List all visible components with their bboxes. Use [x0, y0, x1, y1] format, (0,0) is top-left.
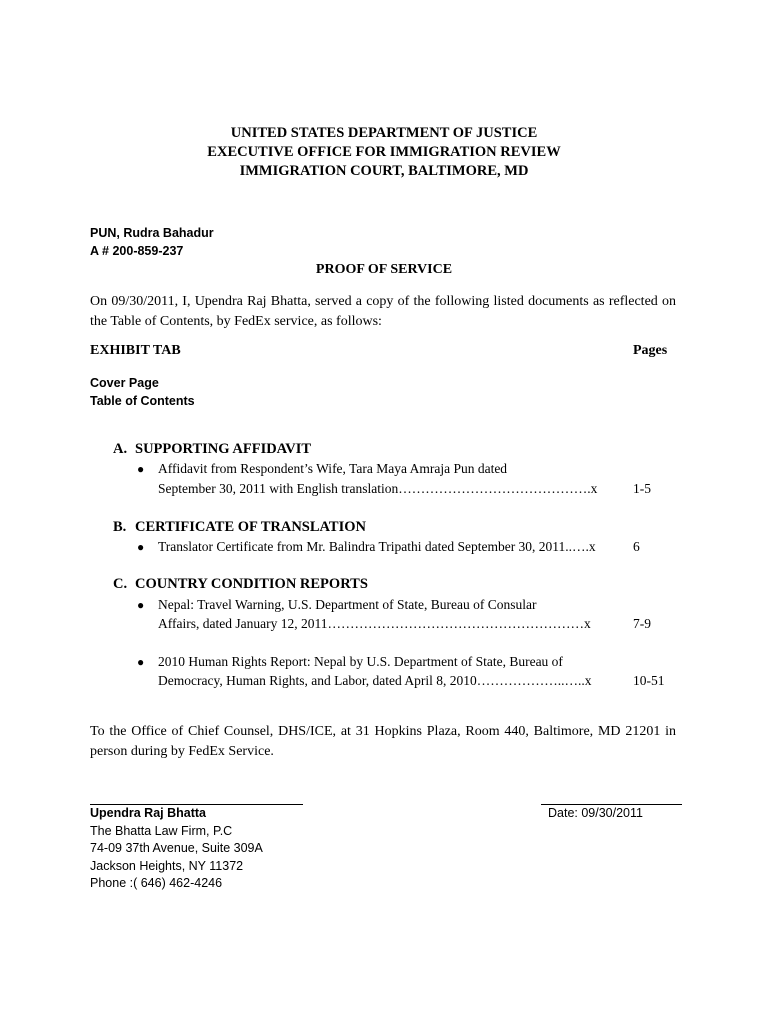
section-c-title: COUNTRY CONDITION REPORTS [135, 576, 368, 592]
firm-address-line-2: Jackson Heights, NY 11372 [90, 859, 244, 873]
signature-date: Date: 09/30/2011 [548, 806, 643, 820]
section-c-item-1-pages: 7-9 [633, 616, 651, 631]
section-b-item-1-pages: 6 [633, 539, 640, 554]
header-line-2: EXECUTIVE OFFICE FOR IMMIGRATION REVIEW [207, 144, 561, 160]
front-matter-cover-page: Cover Page [90, 376, 159, 390]
section-c-item-2-line-2: Democracy, Human Rights, and Labor, dated April 8, 2010………………..…..x [158, 673, 592, 688]
section-b-letter: B. [113, 519, 127, 535]
signer-name: Upendra Raj Bhatta [90, 806, 206, 820]
bullet-icon: ● [137, 655, 145, 669]
section-c-item-1-line-1: Nepal: Travel Warning, U.S. Department of State, Bureau of Consular [158, 597, 537, 612]
bullet-icon: ● [137, 598, 145, 612]
section-b-item-1-line-1: Translator Certificate from Mr. Balindra Tripathi dated September 30, 2011..….x [158, 539, 596, 554]
intro-paragraph: On 09/30/2011, I, Upendra Raj Bhatta, served a copy of the following listed documents as reflected on the Table of Contents, by FedEx service, as follows: [90, 294, 676, 329]
section-a-item-1-line-2: September 30, 2011 with English translation…………………………………….x [158, 481, 598, 496]
court-header [0, 124, 768, 181]
section-a-letter: A. [113, 441, 128, 457]
firm-name: The Bhatta Law Firm, P.C [90, 824, 233, 838]
signature-line [90, 804, 303, 805]
section-a-title: SUPPORTING AFFIDAVIT [135, 441, 312, 457]
pages-heading: Pages [633, 343, 668, 358]
header-line-1: UNITED STATES DEPARTMENT OF JUSTICE [230, 125, 538, 141]
firm-address-line-1: 74-09 37th Avenue, Suite 309A [90, 841, 263, 855]
header-line-3: IMMIGRATION COURT, BALTIMORE, MD [239, 163, 529, 179]
section-b-title: CERTIFICATE OF TRANSLATION [135, 519, 366, 535]
respondent-name: PUN, Rudra Bahadur [90, 226, 214, 240]
section-a-item-1-pages: 1-5 [633, 481, 651, 496]
section-c-letter: C. [113, 576, 128, 592]
section-c-item-1-line-2: Affairs, dated January 12, 2011…………………………………………………x [158, 616, 591, 631]
firm-phone: Phone :( 646) 462-4246 [90, 876, 223, 890]
bullet-icon: ● [137, 462, 145, 476]
section-c-item-2-line-1: 2010 Human Rights Report: Nepal by U.S. Department of State, Bureau of [158, 654, 563, 669]
section-c-item-2-pages: 10-51 [633, 673, 665, 688]
alien-number: A # 200-859-237 [90, 244, 184, 258]
section-a-item-1-line-1: Affidavit from Respondent’s Wife, Tara Maya Amraja Pun dated [158, 461, 508, 476]
document-title: PROOF OF SERVICE [315, 262, 453, 277]
service-recipient-paragraph: To the Office of Chief Counsel, DHS/ICE, at 31 Hopkins Plaza, Room 440, Baltimore, MD 21201 in person during by FedEx Service. [90, 724, 676, 759]
exhibit-tab-heading: EXHIBIT TAB [90, 343, 181, 358]
bullet-icon: ● [137, 540, 145, 554]
date-line [541, 804, 682, 805]
front-matter-table-of-contents: Table of Contents [90, 394, 195, 408]
